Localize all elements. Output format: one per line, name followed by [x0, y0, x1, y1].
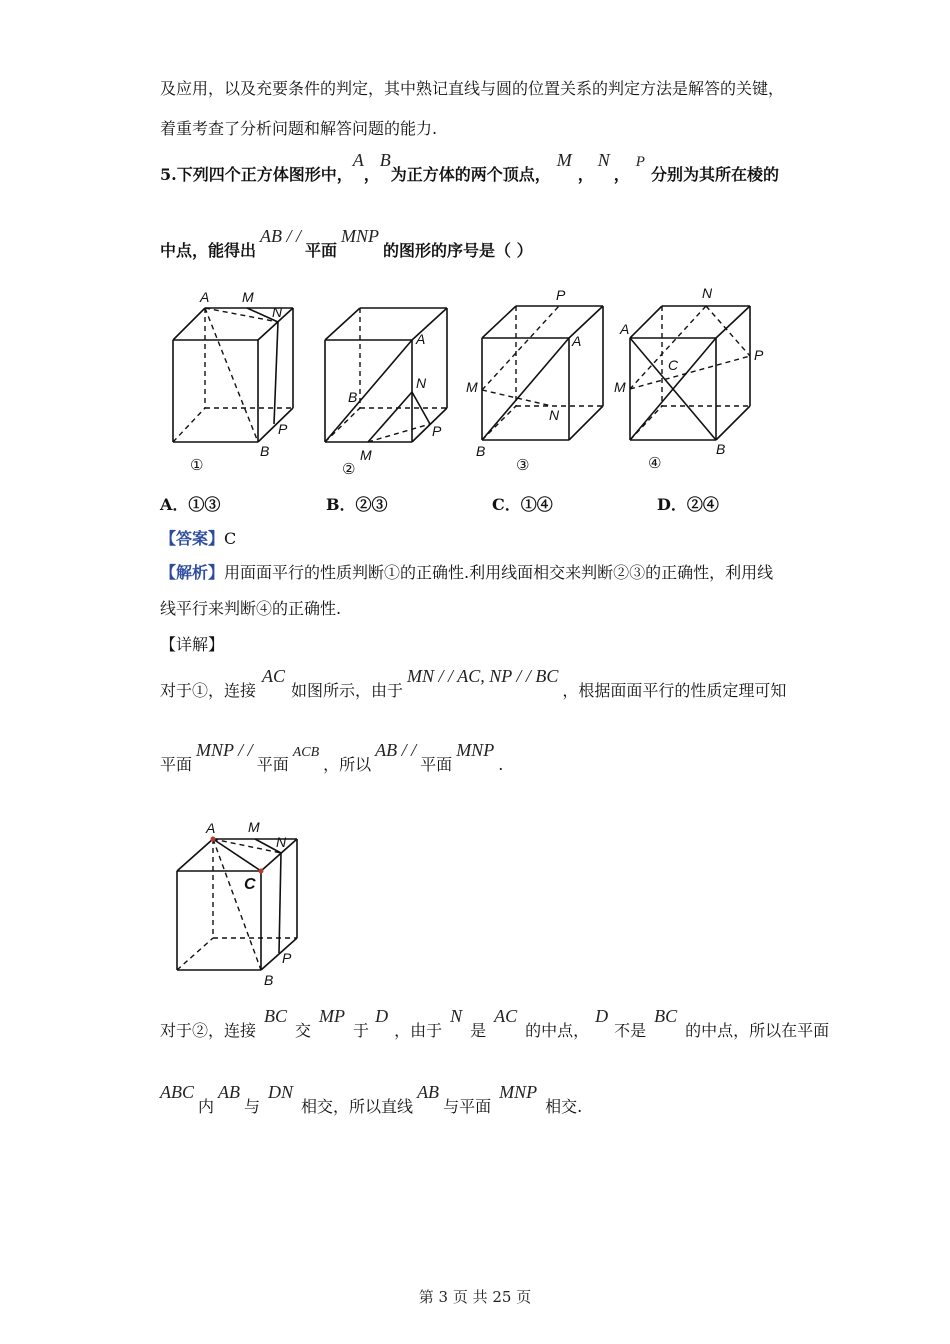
detail-text: 的中点， [525, 1021, 590, 1040]
question-text: 的图形的序号是（ ） [383, 241, 533, 260]
fig3-label-M: M [466, 379, 478, 395]
option-value: ①④ [520, 495, 553, 514]
detail-text: 不是 [614, 1021, 647, 1040]
fig1-label-M: M [242, 289, 254, 305]
fig5-label-B: B [264, 972, 274, 988]
fig1-number: ① [190, 456, 204, 474]
expr-AB-parallel: AB / / [375, 740, 417, 760]
expr-MNP-parallel: MNP / / [196, 740, 253, 760]
figure-3 [466, 287, 603, 474]
fig1-label-P: P [278, 421, 288, 437]
detail-text: 如图所示，由于 [291, 681, 404, 700]
option-d[interactable] [657, 492, 719, 515]
question-text: 分别为其所在棱的 [650, 165, 779, 184]
analysis-line-2: 线平行来判断④的正确性. [160, 599, 342, 618]
fig5-label-A: A [206, 820, 216, 836]
fig2-label-B: B [348, 389, 358, 405]
answer-line [160, 526, 236, 549]
detail-text: 对于②，连接 [160, 1021, 257, 1040]
fig5-label-M: M [248, 819, 260, 835]
detail-text: 是 [470, 1021, 487, 1040]
paragraph-line: 及应用，以及充要条件的判定，其中熟记直线与圆的位置关系的判定方法是解答的关键， [160, 79, 785, 98]
detail-text: . [498, 755, 504, 774]
fig5-label-C: C [244, 876, 256, 893]
fig4-number: ④ [648, 454, 662, 472]
page-footer: 第 3 页 共 25 页 [418, 1288, 532, 1306]
fig5-label-P: P [282, 950, 292, 966]
fig4-label-C: C [668, 357, 679, 373]
fig2-label-N: N [416, 375, 427, 391]
var-D: D [375, 1006, 389, 1026]
var-A: A [352, 150, 364, 170]
detail-text: 相交，所以直线 [301, 1097, 414, 1116]
question-text: 下列四个正方体图形中， [176, 165, 353, 184]
question-text: 平面 [305, 241, 338, 260]
detail-text: 交 [295, 1021, 312, 1040]
var-B: B [379, 150, 391, 170]
fig2-label-M: M [360, 447, 372, 463]
detail-text: 的中点，所以在平面 [685, 1021, 830, 1040]
expr-AB: AB / / [260, 226, 302, 246]
var-N: N [450, 1006, 463, 1026]
detail-text: 平面 [420, 755, 453, 774]
fig3-label-A: A [572, 333, 582, 349]
detail-text: 于 [353, 1021, 370, 1040]
detail-line-4 [160, 1082, 583, 1117]
expr-MNP: MNP [341, 226, 380, 246]
fig2-label-P: P [432, 423, 442, 439]
fig2-label-A: A [416, 331, 426, 347]
paragraph-line: 着重考查了分析问题和解答问题的能力. [160, 119, 438, 138]
fig4-label-M: M [614, 379, 626, 395]
option-b[interactable] [326, 492, 388, 515]
fig1-label-A: A [200, 289, 210, 305]
detail-tag: 【详解】 [160, 635, 225, 654]
detail-line-1 [160, 666, 787, 701]
detail-text: 与平面 [443, 1097, 492, 1116]
question-number: 5. [160, 165, 177, 184]
expr-MNP: MNP [456, 740, 495, 760]
option-value: ①③ [188, 495, 221, 514]
fig4-label-P: P [754, 347, 764, 363]
question-line-1 [160, 150, 779, 185]
expr-AB: AB [218, 1082, 241, 1102]
punct: ， [613, 165, 630, 184]
expr-parallel: MN / / AC, NP / / BC [407, 666, 559, 686]
option-value: ②③ [355, 495, 388, 514]
answer-tag: 【答案】 [160, 529, 225, 548]
figure-1 [173, 289, 293, 474]
fig1-label-B: B [260, 443, 270, 459]
expr-ACB: ACB [292, 745, 320, 760]
expr-BC: BC [654, 1006, 678, 1026]
question-text: 中点，能得出 [160, 241, 257, 260]
detail-text: ，根据面面平行的性质定理可知 [562, 681, 787, 700]
option-letter: D． [657, 495, 687, 514]
fig3-label-B: B [476, 443, 486, 459]
option-a[interactable] [160, 492, 220, 515]
fig3-number: ③ [516, 456, 530, 474]
expr-MP: MP [319, 1006, 346, 1026]
expr-BC: BC [264, 1006, 288, 1026]
expr-MNP: MNP [499, 1082, 538, 1102]
option-letter: B． [326, 495, 356, 514]
expr-AB: AB [417, 1082, 440, 1102]
fig4-label-N: N [702, 285, 713, 301]
answer-value: C [224, 529, 237, 548]
option-c[interactable] [492, 492, 553, 515]
punct: ， [363, 165, 380, 184]
fig4-label-B: B [716, 441, 726, 457]
analysis-tag: 【解析】 [160, 563, 225, 582]
fig5-label-N: N [276, 834, 287, 850]
question-text: 为正方体的两个顶点， [390, 165, 551, 184]
var-M: M [556, 150, 572, 170]
question-line-2 [160, 226, 533, 261]
option-value: ②④ [686, 495, 719, 514]
fig4-label-A: A [620, 321, 630, 337]
detail-text: 平面 [256, 755, 289, 774]
var-D: D [595, 1006, 609, 1026]
detail-text: 内 [198, 1097, 215, 1116]
option-letter: A． [160, 495, 189, 514]
fig1-label-N: N [272, 304, 283, 320]
detail-text: 与 [244, 1097, 261, 1116]
detail-text: ，由于 [394, 1021, 443, 1040]
detail-text: 平面 [160, 755, 193, 774]
option-letter: C． [492, 495, 521, 514]
figure-2 [325, 308, 447, 478]
detail-text: 对于①，连接 [160, 681, 257, 700]
punct: ， [577, 165, 594, 184]
expr-AC: AC [494, 1006, 518, 1026]
figure-4 [614, 285, 764, 472]
expr-DN: DN [268, 1082, 294, 1102]
fig3-label-N: N [549, 407, 560, 423]
var-N: N [597, 150, 610, 170]
expr-AC: AC [262, 666, 286, 686]
expr-ABC: ABC [160, 1082, 194, 1102]
detail-line-3 [160, 1006, 830, 1041]
cube-figures [150, 282, 800, 482]
var-P: P [635, 154, 645, 170]
detail-text: ，所以 [323, 755, 372, 774]
detail-text: 相交. [545, 1097, 583, 1116]
analysis-line-1 [160, 560, 773, 583]
detail-figure [160, 815, 320, 990]
detail-line-2 [160, 740, 504, 775]
fig2-number: ② [342, 460, 356, 478]
analysis-text: 用面面平行的性质判断①的正确性.利用线面相交来判断②③的正确性，利用线 [224, 563, 774, 582]
fig3-label-P: P [556, 287, 566, 303]
